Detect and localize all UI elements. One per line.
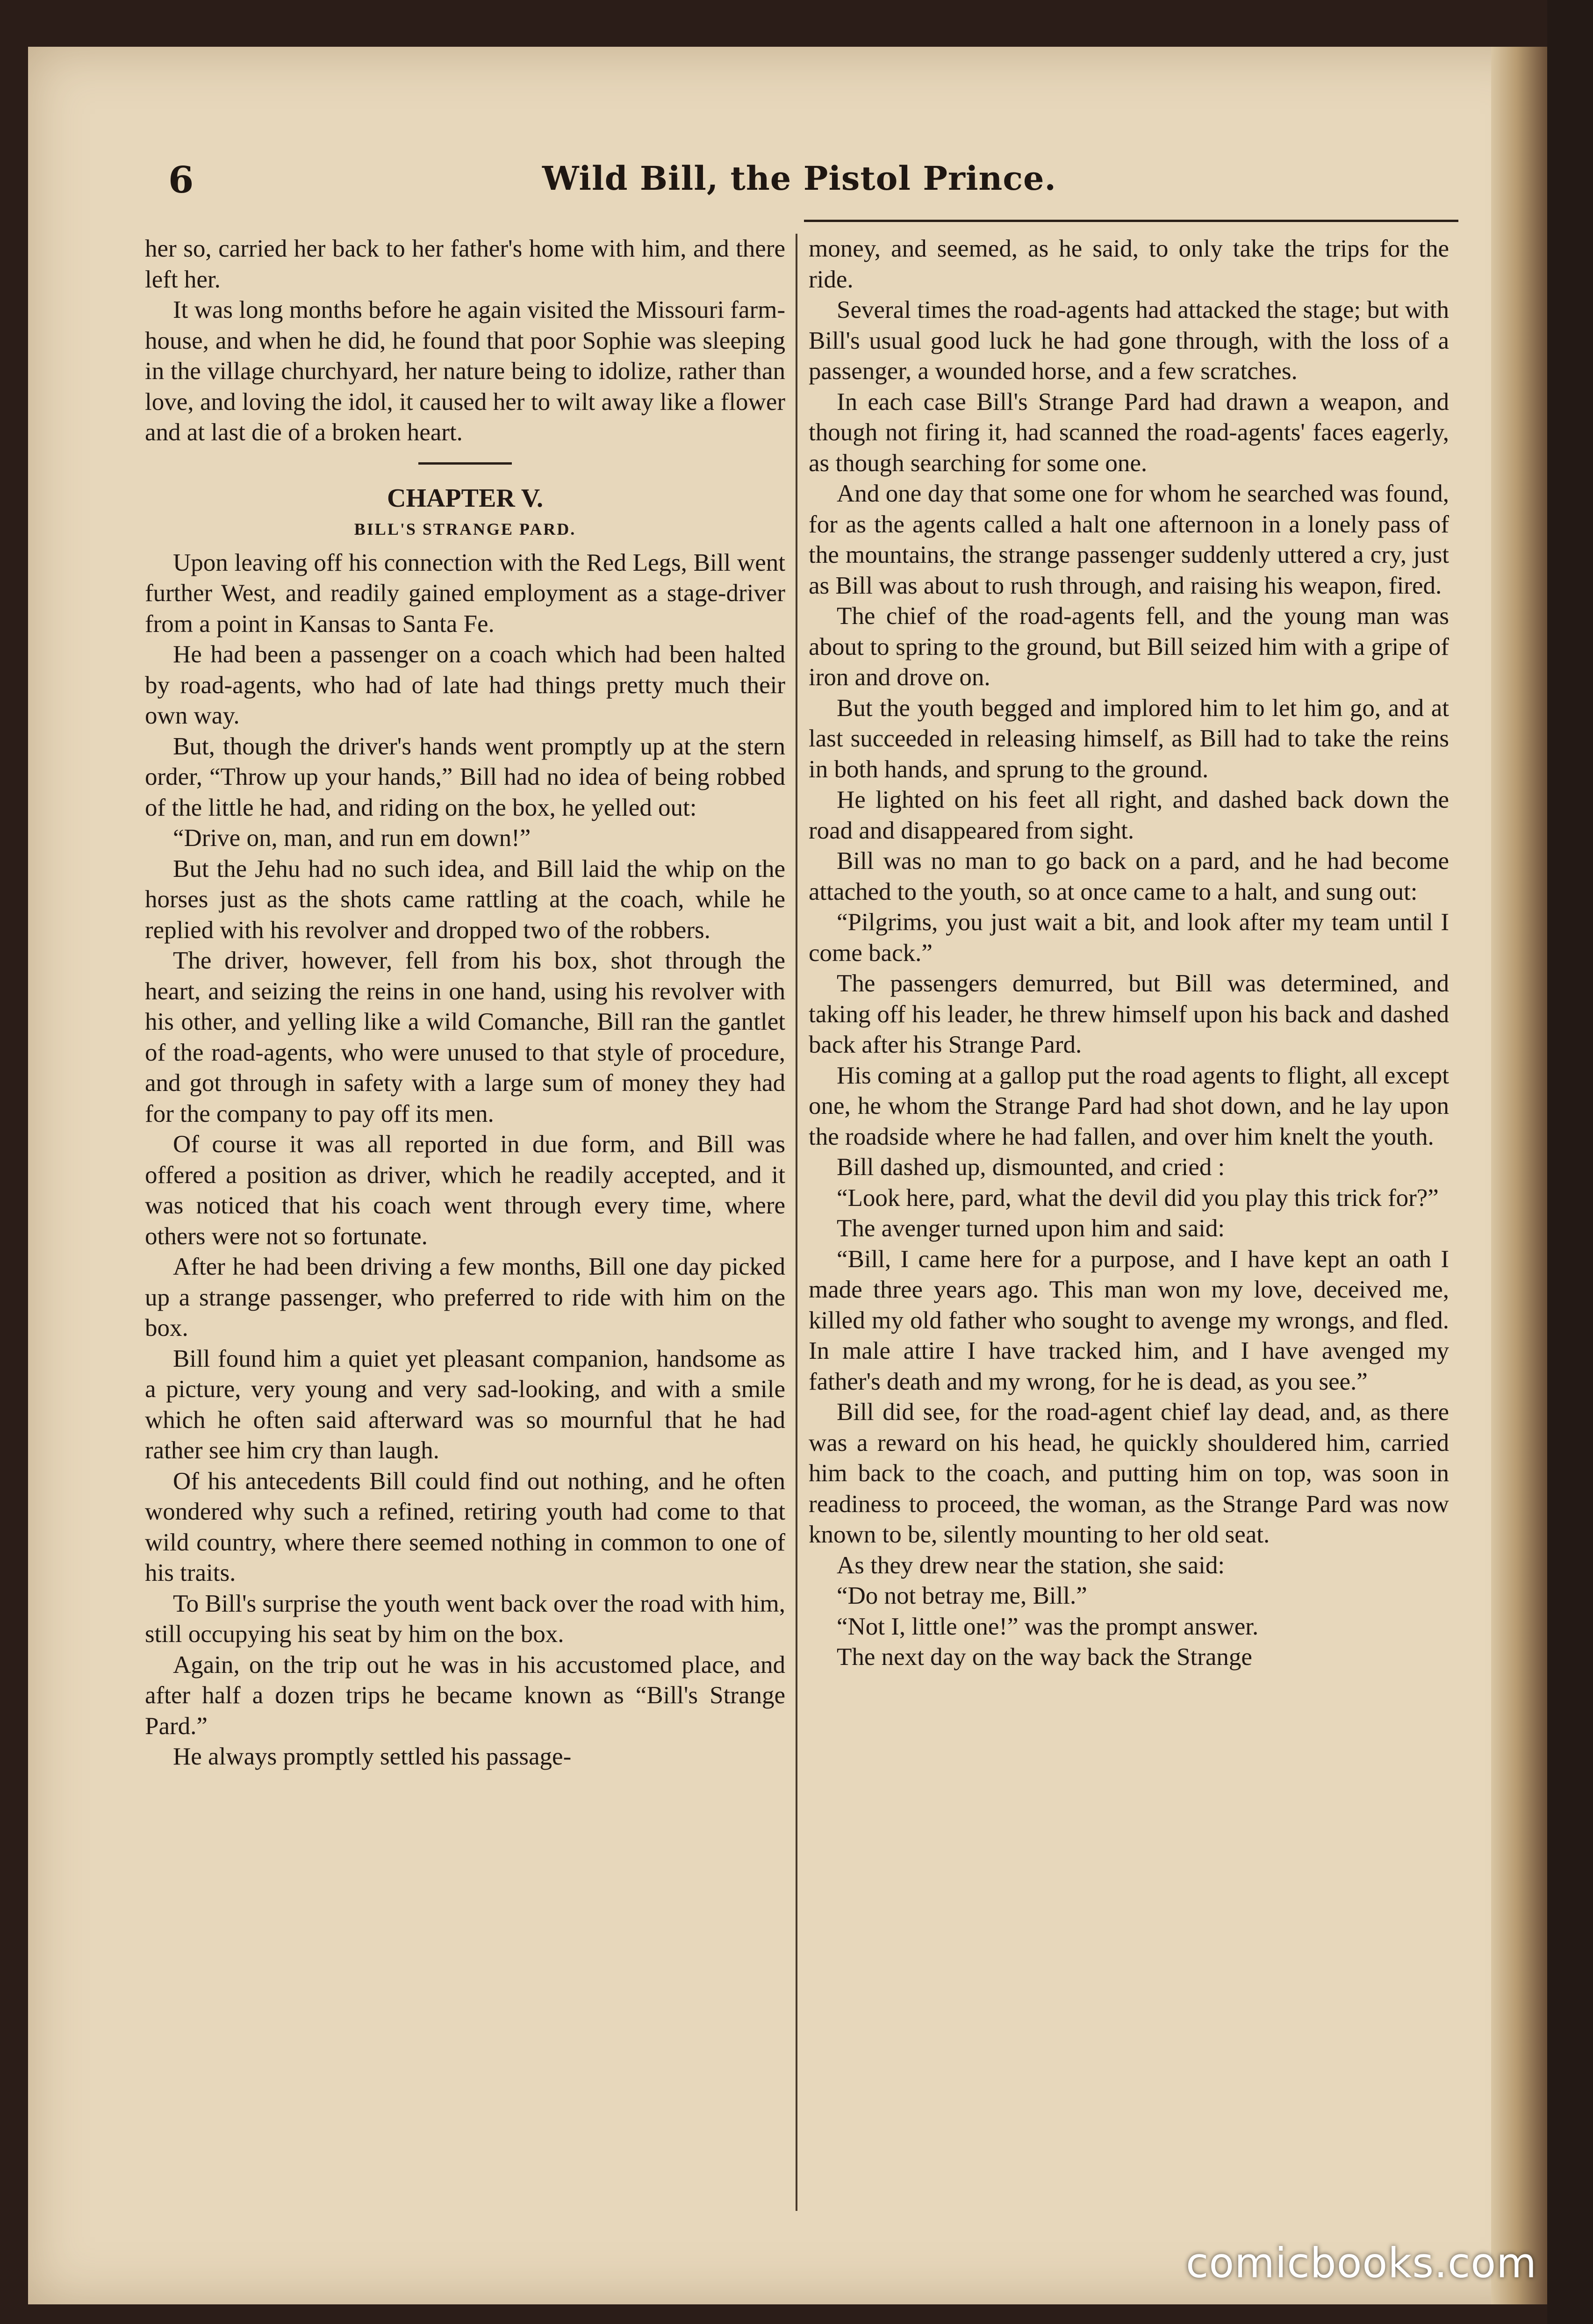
paragraph: In each case Bill's Strange Pard had drawn a weapon, and though not firing it, had scanned the road-agents' faces eagerly, as though searching for some one. (809, 388, 1449, 477)
chapter-divider-rule (418, 462, 512, 465)
paragraph: Bill found him a quiet yet pleasant companion, handsome as a picture, very young and very sad-looking, and with a smile which he often said afterward was so mournful that he had rather see him cry than laugh. (145, 1345, 785, 1464)
paragraph: But, though the driver's hands went promptly up at the stern order, “Throw up your hands,” Bill had no idea of being robbed of the little he had, and riding on the box, he yelled out: (145, 732, 785, 821)
page-header (168, 159, 1458, 220)
paragraph: money, and seemed, as he said, to only take the trips for the ride. (809, 235, 1449, 293)
paragraph: The next day on the way back the Strange (837, 1643, 1252, 1671)
paragraph: Bill dashed up, dismounted, and cried : (837, 1154, 1225, 1181)
paragraph: Again, on the trip out he was in his accustomed place, and after half a dozen trips he became known as “Bill's Strange Pard.” (145, 1651, 785, 1740)
paragraph: Bill was no man to go back on a pard, and he had become attached to the youth, so at once came to a halt, and sung out: (809, 847, 1449, 905)
paragraph: He always promptly settled his passage- (173, 1743, 572, 1770)
paragraph: He had been a passenger on a coach which had been halted by road-agents, who had of late had things pretty much their own way. (145, 641, 785, 729)
paragraph: “Do not betray me, Bill.” (837, 1582, 1087, 1609)
left-column (145, 234, 785, 1772)
paragraph: The passengers demurred, but Bill was determined, and taking off his leader, he threw himself upon his back and dashed back after his Strange Pard. (809, 970, 1449, 1058)
paragraph: It was long months before he again visited the Missouri farm-house, and when he did, he found that poor Sophie was sleeping in the village churchyard, her nature being to idolize, rather than love, and loving the idol, it caused her to wilt away like a flower and at last die of a broken heart. (145, 296, 785, 446)
paragraph: Bill did see, for the road-agent chief lay dead, and, as there was a reward on his head, he quickly shouldered him, carried him back to the coach, and putting him on top, was soon in readiness to proceed, the woman, as the Strange Pard was now known to be, silently mounting to her old seat. (809, 1399, 1449, 1548)
paragraph: But the Jehu had no such idea, and Bill laid the whip on the horses just as the shots came rattling at the coach, while he replied with his revolver and dropped two of the robbers. (145, 855, 785, 944)
paragraph: As they drew near the station, she said: (837, 1551, 1225, 1579)
paragraph: The avenger turned upon him and said: (837, 1215, 1225, 1242)
paragraph: To Bill's surprise the youth went back over the road with him, still occupying his seat by him on the box. (145, 1590, 785, 1648)
paragraph: her so, carried her back to her father's home with him, and there left her. (145, 235, 785, 293)
page-spine-shadow (1491, 47, 1547, 2304)
paragraph: Of course it was all reported in due form, and Bill was offered a position as driver, which he readily accepted, and it was noticed that his coach went through every time, where others were not so fortunate. (145, 1131, 785, 1250)
column-divider (796, 234, 797, 2211)
page-edge-background (1547, 0, 1593, 2324)
paragraph: “Pilgrims, you just wait a bit, and look after my team until I come back.” (809, 909, 1449, 967)
paragraph: The driver, however, fell from his box, shot through the heart, and seizing the reins in one hand, using his revolver with his other, and yelling like a wild Comanche, Bill ran the gantlet of the road-agents, who were unused to that style of procedure, and got through in safety with a large sum of money they had for the company to pay off its men. (145, 947, 785, 1127)
paragraph: But the youth begged and implored him to let him go, and at last succeeded in releasing himself, as Bill had to take the reins in both hands, and sprung to the ground. (809, 694, 1449, 783)
page-number: 6 (168, 159, 194, 201)
paragraph: “Not I, little one!” was the prompt answer. (837, 1613, 1259, 1640)
paragraph: Of his antecedents Bill could find out nothing, and he often wondered why such a refined, retiring youth had come to that wild country, where there seemed nothing in common to one of his traits. (145, 1467, 785, 1586)
header-rule (804, 220, 1458, 222)
site-watermark: comicbooks.com (1185, 2239, 1537, 2287)
paragraph: Upon leaving off his connection with the Red Legs, Bill went further West, and readily gained employment as a stage-driver from a point in Kansas to Santa Fe. (145, 549, 785, 638)
paragraph: After he had been driving a few months, Bill one day picked up a strange passenger, who preferred to ride with him on the box. (145, 1253, 785, 1341)
paragraph: “Look here, pard, what the devil did you play this trick for?” (837, 1184, 1439, 1212)
right-column (809, 234, 1449, 1673)
chapter-subheading: BILL'S STRANGE PARD. (354, 519, 576, 538)
chapter-heading: CHAPTER V. (387, 483, 543, 513)
paragraph: “Drive on, man, and run em down!” (173, 825, 531, 852)
running-title: Wild Bill, the Pistol Prince. (542, 159, 1056, 198)
paragraph: Several times the road-agents had attacked the stage; but with Bill's usual good luck he had gone through, with the loss of a passenger, a wounded horse, and a few scratches. (809, 296, 1449, 385)
paragraph: And one day that some one for whom he searched was found, for as the agents called a halt one afternoon in a lonely pass of the mountains, the strange passenger suddenly uttered a cry, just as Bill was about to rush through, and raising his weapon, fired. (809, 480, 1449, 599)
paragraph: “Bill, I came here for a purpose, and I have kept an oath I made three years ago. This man won my love, deceived me, killed my old father who sought to avenge my wrongs, and fled. In male attire I have tracked him, and I have avenged my father's death and my wrong, for he is dead, as you see.” (809, 1245, 1449, 1395)
paragraph: He lighted on his feet all right, and dashed back down the road and disappeared from sight. (809, 786, 1449, 844)
paragraph: His coming at a gallop put the road agents to flight, all except one, he whom the Strange Pard had shot down, and he lay upon the roadside where he had fallen, and over him knelt the youth. (809, 1062, 1449, 1150)
paragraph: The chief of the road-agents fell, and the young man was about to spring to the ground, but Bill seized him with a gripe of iron and drove on. (809, 603, 1449, 691)
